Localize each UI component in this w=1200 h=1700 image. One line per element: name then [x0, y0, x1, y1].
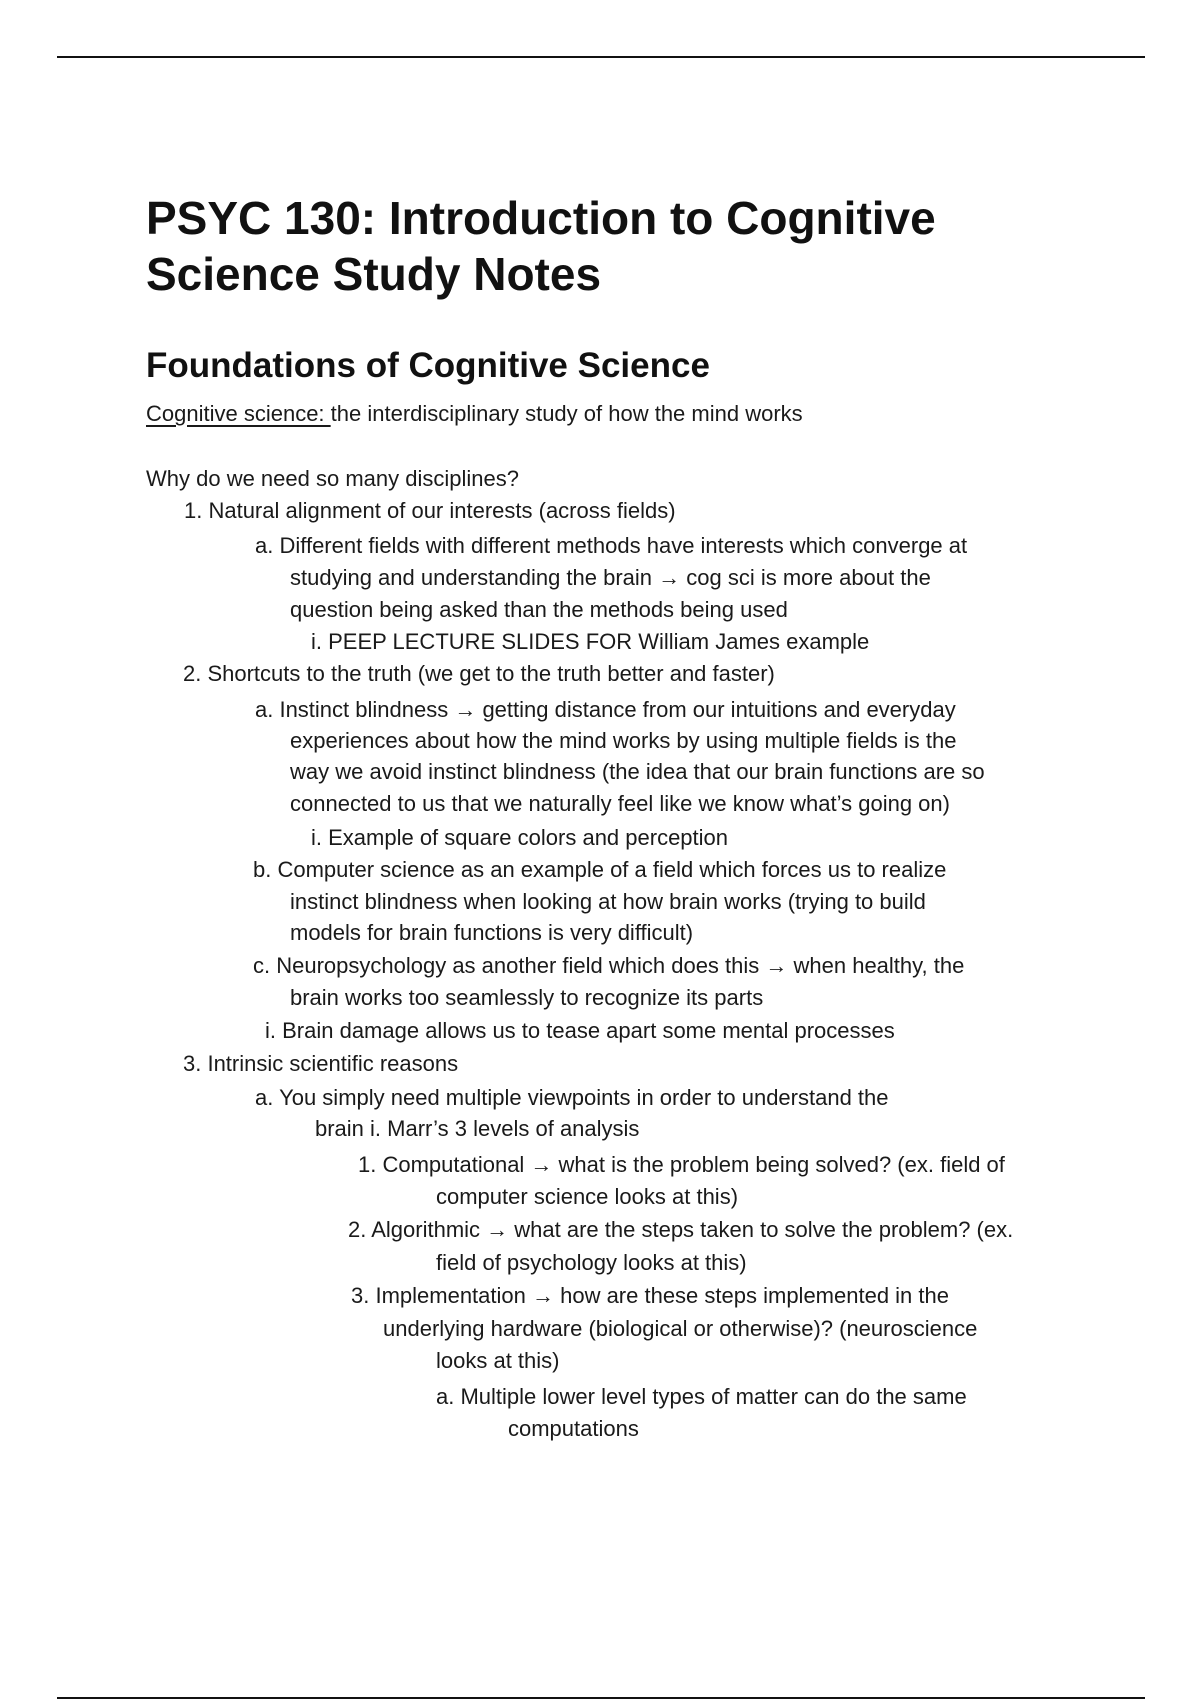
list-item: a. Different fields with different methods have interests which converge at [255, 533, 968, 558]
list-item: a. Instinct blindness → getting distance from our intuitions and everyday [255, 697, 956, 722]
list-item: 2. Shortcuts to the truth (we get to the truth better and faster) [183, 661, 775, 686]
list-item-continuation: way we avoid instinct blindness (the idea that our brain functions are so [290, 759, 985, 784]
list-item: i. Brain damage allows us to tease apart some mental processes [265, 1018, 895, 1043]
title-line-1: PSYC 130: Introduction to Cognitive [146, 192, 936, 244]
question-line: Why do we need so many disciplines? [146, 466, 519, 491]
page-title [146, 190, 936, 302]
list-item: 1. Computational → what is the problem being solved? (ex. field of [358, 1152, 1005, 1177]
list-item: c. Neuropsychology as another field which does this → when healthy, the [253, 953, 965, 978]
list-item: 3. Intrinsic scientific reasons [183, 1051, 459, 1076]
list-item: i. PEEP LECTURE SLIDES FOR William James example [311, 629, 870, 654]
definition-term: Cognitive science: [146, 401, 331, 426]
top-rule [57, 56, 1145, 58]
list-item: i. Example of square colors and perception [311, 825, 729, 850]
list-item-continuation: brain works too seamlessly to recognize its parts [290, 985, 764, 1010]
definition-line [146, 399, 803, 429]
list-item-continuation: brain i. Marr’s 3 levels of analysis [315, 1116, 640, 1141]
definition-text: the interdisciplinary study of how the mind works [330, 401, 803, 426]
list-item: 2. Algorithmic → what are the steps taken to solve the problem? (ex. [348, 1217, 1014, 1242]
list-item-continuation: question being asked than the methods being used [290, 597, 788, 622]
list-item: b. Computer science as an example of a field which forces us to realize [253, 857, 947, 882]
title-line-2: Science Study Notes [146, 248, 602, 300]
list-item: a. You simply need multiple viewpoints in order to understand the [255, 1085, 889, 1110]
list-item-continuation: instinct blindness when looking at how brain works (trying to build [290, 889, 926, 914]
list-item-continuation: connected to us that we naturally feel like we know what’s going on) [290, 791, 950, 816]
list-item: 3. Implementation → how are these steps implemented in the [351, 1283, 949, 1308]
list-item: a. Multiple lower level types of matter can do the same [436, 1384, 967, 1409]
list-item-continuation: underlying hardware (biological or otherwise)? (neuroscience [383, 1316, 978, 1341]
list-item-continuation: models for brain functions is very difficult) [290, 920, 694, 945]
section-heading: Foundations of Cognitive Science [146, 346, 710, 385]
list-item-continuation: looks at this) [436, 1348, 560, 1373]
bottom-rule [57, 1697, 1145, 1699]
list-item-continuation: studying and understanding the brain → cog sci is more about the [290, 565, 931, 590]
list-item-continuation: computer science looks at this) [436, 1184, 739, 1209]
list-item-continuation: field of psychology looks at this) [436, 1250, 747, 1275]
list-item-continuation: computations [508, 1416, 639, 1441]
list-item: 1. Natural alignment of our interests (across fields) [184, 498, 676, 523]
list-item-continuation: experiences about how the mind works by using multiple fields is the [290, 728, 957, 753]
